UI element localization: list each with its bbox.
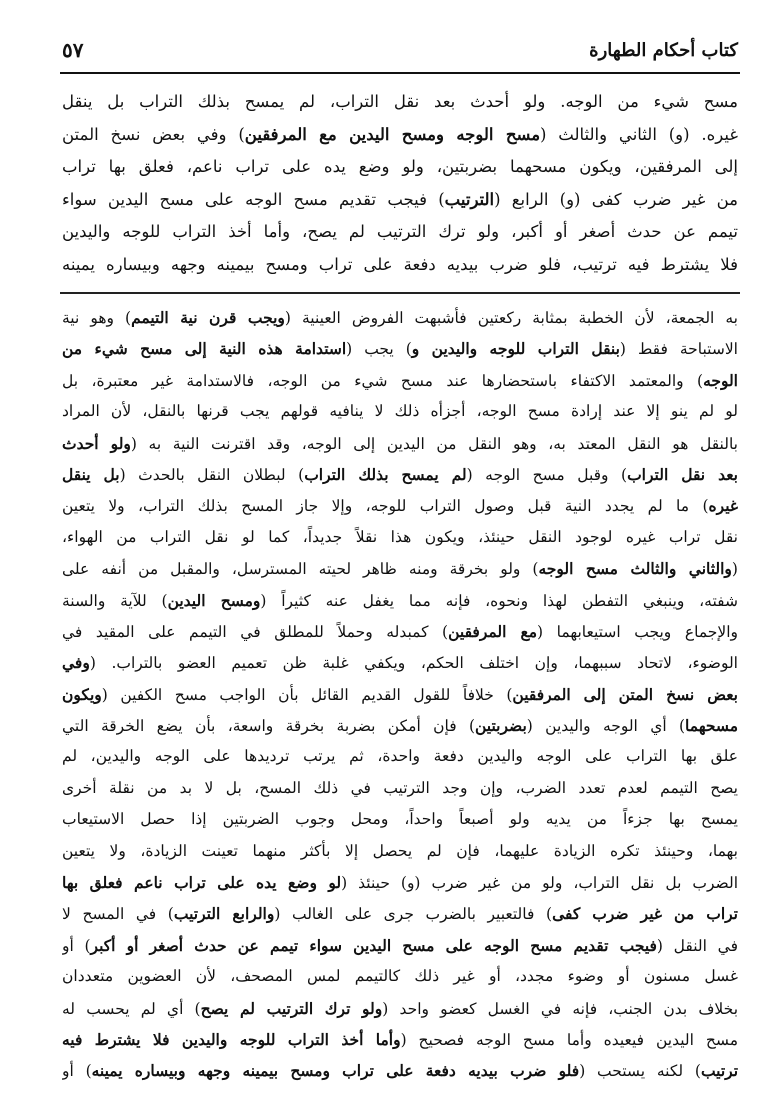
- bold-matn-text: ولو أحدث: [62, 433, 131, 453]
- bold-matn-text: ويجب قرن نية التيمم: [131, 308, 285, 327]
- footnote-line: [62, 679, 738, 710]
- bold-matn-text: مع المرفقين: [448, 621, 537, 641]
- text-segment: تيمم عن حدث أصغر أو أكبر، ولو ترك الترتيب لم يصح، وأما أخذ التراب للوجه واليدين: [62, 222, 738, 242]
- main-text-line: [62, 184, 738, 217]
- text-segment: غسل مسنون أو وضوء مجدد، أو غير ذلك كالتيمم لمس المصحف، لأن العضوين متعددان: [62, 967, 738, 986]
- text-segment: ) ما لم يجدد النية قبل وصول التراب للوجه، وإلا جاز المسح بذلك التراب، ولا يتعين: [62, 497, 709, 516]
- text-segment: شفته، وينبغي التفطن لهذا ونحوه، فإنه مما يغفل عنه كثيراً (: [260, 591, 738, 610]
- bold-matn-text: فلو ضرب بيديه دفعة على تراب ومسح بيمينه وجهه وبيساره يمينه: [91, 1061, 580, 1081]
- text-segment: به الجمعة، لأن الخطبة بمثابة ركعتين فأشبهت الفروض العينية (: [284, 309, 738, 327]
- text-segment: ) لكنه يستحب (: [579, 1062, 701, 1081]
- text-segment: ) فيجب تقديم مسح الوجه على مسح اليدين سواء: [62, 189, 445, 209]
- footnote-line: [62, 459, 738, 490]
- bold-matn-text: بعض نسخ المتن إلى المرفقين: [512, 684, 738, 704]
- text-segment: والإجماع ويجب استيعابهما (: [537, 622, 738, 641]
- main-text-line: [62, 216, 738, 249]
- footnote-line: [62, 710, 738, 741]
- footnote-line: [62, 993, 738, 1024]
- text-segment: الوضوء، لاتحاد سببهما، وإن اختلف الحكم، ويكفي غلبة ظن تعميم العضو بالتراب. (: [89, 654, 738, 673]
- bold-matn-text: والرابع الترتيب: [173, 904, 275, 924]
- text-segment: ) أو: [62, 936, 91, 955]
- footnote-line: [62, 773, 738, 804]
- footnote-line: [62, 898, 738, 929]
- text-segment: فلا يشترط فيه ترتيب، فلو ضرب بيديه دفعة على تراب ومسح بيمينه وجهه وبيساره يمينه: [62, 254, 738, 274]
- bold-matn-text: بضربتين: [475, 716, 527, 736]
- page-number: ٥٧: [62, 38, 84, 62]
- text-segment: ) يجب (: [346, 340, 412, 359]
- bold-matn-text: غيره: [708, 496, 738, 516]
- footnote-line: [62, 302, 738, 333]
- text-segment: علق بها التراب على الوجه واليدين دفعة واحدة، ثم يرتب ترديدها على الوجه واليدين، لم: [62, 747, 738, 766]
- text-segment: ) للآية والسنة: [62, 591, 168, 610]
- main-text: [62, 86, 738, 282]
- footnote-line: [62, 1024, 738, 1055]
- bold-matn-text: والثاني والثالث مسح الوجه: [538, 559, 732, 579]
- footnote-line: [62, 616, 738, 647]
- text-segment: إلى المرفقين، ويكون مسحهما بضربتين، ولو وضع يده على تراب ناعم، فعلق بها تراب: [62, 157, 738, 177]
- footnote-line: [62, 1055, 738, 1086]
- bold-matn-text: الترتيب: [444, 189, 495, 209]
- footnote-line: [62, 585, 738, 616]
- main-text-line: [62, 86, 738, 119]
- footnotes: [62, 302, 738, 1087]
- footnote-line: [62, 804, 738, 835]
- text-segment: من غير ضرب كفى (و) الرابع (: [494, 189, 738, 209]
- text-segment: لو لم ينو إلا عند إرادة مسح الوجه، أجزأه ذلك لا ينافيه قولهم يجب قرنها بالنقل، لأن المراد: [62, 402, 738, 421]
- text-segment: في النقل (: [656, 936, 738, 955]
- text-segment: يصح التيمم لعدم تعدد الضرب، وإن وجد الترتيب في ذلك المسح، بل لا بد من نقلة أخرى: [62, 778, 738, 797]
- footnote-line: [62, 396, 738, 427]
- bold-matn-text: فيجب تقديم مسح الوجه على مسح اليدين سواء تيمم عن حدث أصغر أو أكبر: [90, 935, 657, 955]
- text-segment: ) وهو نية: [62, 309, 132, 327]
- bold-matn-text: مسحهما: [685, 716, 738, 736]
- text-segment: ) خلافاً للقول القديم القائل بأن الواجب مسح الكفين (: [101, 685, 513, 704]
- text-segment: ) وقبل مسح الوجه (: [466, 465, 628, 484]
- text-segment: الضرب بل نقل التراب، ولو من غير ضرب (و) حينئذ (: [341, 874, 738, 893]
- footnote-line: [62, 522, 738, 553]
- footnote-line: [62, 490, 738, 521]
- text-segment: بخلاف بدن الجنب، فإنه في الغسل كعضو واحد (: [382, 999, 738, 1018]
- footnote-line: [62, 867, 738, 898]
- running-title: كتاب أحكام الطهارة: [589, 40, 738, 61]
- footnote-line: [62, 930, 738, 961]
- text-segment: ) فالتعبير بالضرب جرى على الغالب (: [274, 905, 553, 924]
- bold-matn-text: لم يمسح بذلك التراب: [304, 464, 467, 484]
- text-segment: (: [731, 560, 738, 579]
- bold-matn-text: ولو ترك الترتيب لم يصح: [200, 998, 383, 1018]
- text-segment: ) أو: [62, 1062, 92, 1081]
- footnote-line: [62, 741, 738, 772]
- text-segment: ) وفي بعض نسخ المتن: [62, 124, 245, 144]
- footnote-line: [62, 428, 738, 459]
- text-segment: ) ولو بخرقة ومنه ظاهر لحيته المسترسل، والمقبل من أنفه على: [62, 560, 539, 579]
- bold-matn-text: وفي: [62, 653, 90, 673]
- footnote-line: [62, 553, 738, 584]
- text-segment: ) أي الوجه واليدين (: [526, 717, 686, 736]
- footnote-line: [62, 836, 738, 867]
- header-rule: [60, 72, 740, 74]
- bold-matn-text: بنقل التراب للوجه واليدين و: [411, 339, 620, 359]
- text-segment: مسح اليدين فيعيده وأما مسح الوجه فصحيح (: [400, 1030, 738, 1049]
- text-segment: بالنقل هو النقل المعتد به، وهو النقل من اليدين إلى الوجه، وقد اقترنت النية به (: [130, 434, 738, 453]
- text-segment: ) والمعتمد الاكتفاء باستحضارها عند مسح شيء من الوجه، فالاستدامة غير معتبرة، بل: [62, 371, 704, 390]
- text-segment: ) لبطلان النقل بالحدث (: [119, 465, 305, 484]
- bold-matn-text: الوجه: [703, 370, 738, 390]
- bold-matn-text: مسح الوجه ومسح اليدين مع المرفقين: [244, 124, 541, 144]
- bold-matn-text: لو وضع يده على تراب ناعم فعلق بها: [62, 873, 342, 893]
- page-header: [62, 38, 738, 68]
- bold-matn-text: بل ينقل: [62, 464, 120, 484]
- footnote-line: [62, 365, 738, 396]
- text-segment: غيره. (و) الثاني والثالث (: [540, 124, 738, 144]
- text-segment: ) فإن أمكن بضربة بخرقة واسعة، بأن يضع الخرقة التي: [62, 717, 475, 736]
- main-text-line: [62, 119, 738, 152]
- bold-matn-text: بعد نقل التراب: [627, 464, 738, 484]
- footnote-line: [62, 647, 738, 678]
- text-segment: مسح شيء من الوجه. ولو أحدث بعد نقل التراب، لم يمسح بذلك التراب بل ينقل: [62, 92, 738, 111]
- bold-matn-text: وأما أخذ التراب للوجه واليدين فلا يشترط فيه: [62, 1029, 401, 1049]
- text-segment: نقل تراب غيره لوجود النقل حينئذ، ويكون هذا نقلاً جديداً، كما لو نقل التراب من الهواء،: [62, 527, 738, 546]
- footnote-line: [62, 961, 738, 992]
- bold-matn-text: تراب من غير ضرب كفى: [552, 904, 738, 924]
- bold-matn-text: ويكون: [62, 684, 102, 704]
- text-segment: بهما، وحينئذ تكره الزيادة عليهما، فإن لم يحصل إلا بأكثر منهما تعينت الزيادة، ولا يتعين: [62, 841, 738, 860]
- text-segment: يمسح بها جزءاً من يديه ولو أصبعاً واحداً، ومحل وجوب الضربتين إذا حصل الاستيعاب: [62, 810, 738, 829]
- text-segment: الاستباحة فقط (: [619, 340, 738, 359]
- text-segment: ) في المسح لا: [62, 905, 174, 924]
- main-text-line: [62, 151, 738, 184]
- main-text-line: [62, 249, 738, 282]
- bold-matn-text: استدامة هذه النية إلى مسح شيء من: [62, 339, 347, 359]
- text-segment: ) كمبدله وحملاً للمطلق في التيمم على المقيد في: [62, 622, 449, 641]
- bold-matn-text: ترتيب: [700, 1061, 738, 1081]
- footnote-line: [62, 333, 738, 364]
- text-segment: ) أي لم يحسب له: [62, 999, 201, 1018]
- bold-matn-text: ومسح اليدين: [167, 590, 261, 610]
- footnote-separator: [60, 292, 740, 294]
